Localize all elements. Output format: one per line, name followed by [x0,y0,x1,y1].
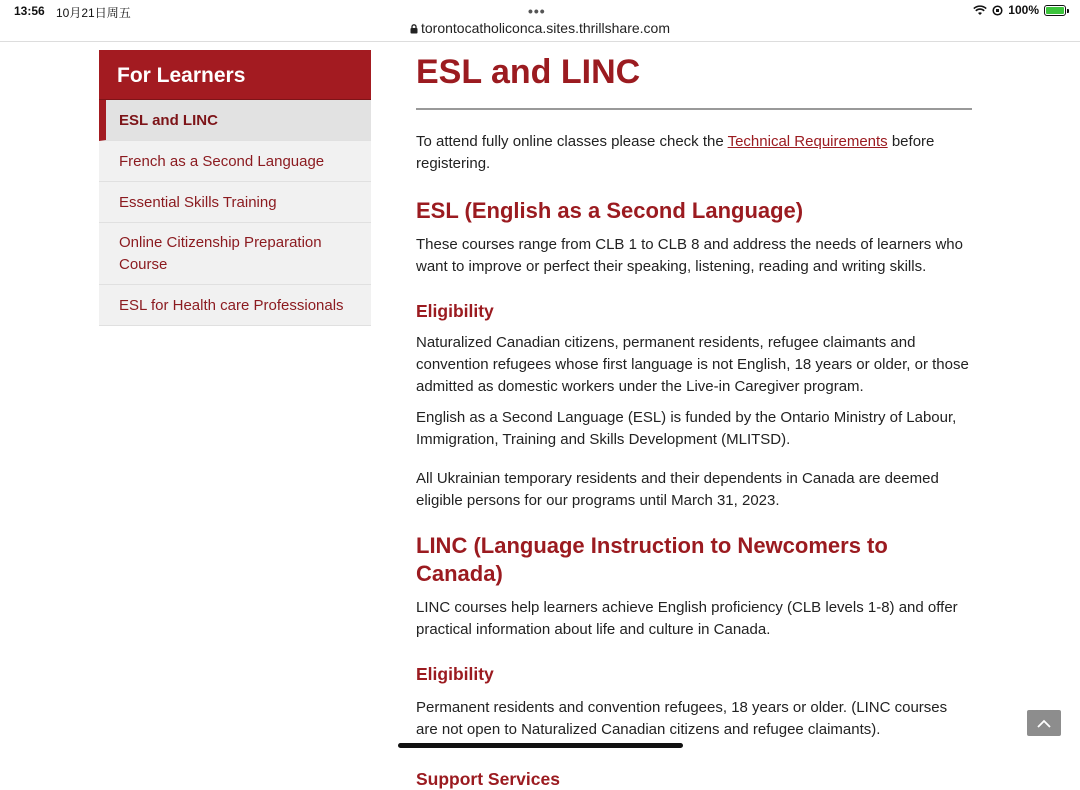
orientation-lock-icon [992,5,1003,16]
chevron-up-icon [1037,719,1051,728]
intro-suffix: before registering. [416,133,935,172]
linc-heading: LINC (Language Instruction to Newcomers to Canada) [416,533,888,586]
technical-requirements-link[interactable]: Technical Requirements [727,133,888,150]
battery-percent: 100% [1008,3,1039,17]
status-time: 13:56 [14,4,45,18]
title-divider [416,108,972,110]
sidebar-item-esl-linc[interactable]: ESL and LINC [99,100,371,141]
intro-paragraph [416,131,972,175]
linc-description: LINC courses help learners achieve English proficiency (CLB levels 1-8) and offer practical information about life and culture in Canada. [416,599,958,638]
sidebar-item-essential-skills[interactable]: Essential Skills Training [99,182,371,223]
main-content [416,50,972,790]
sidebar-nav [99,50,371,326]
url-bar[interactable] [0,18,1080,42]
eligibility-heading-esl: Eligibility [416,301,494,321]
sidebar-item-citizenship[interactable]: Online Citizenship Preparation Course [99,223,371,285]
multitasking-dots-icon[interactable]: ••• [528,3,546,19]
ukraine-paragraph: All Ukrainian temporary residents and their dependents in Canada are deemed eligible persons for our programs until March 31, 2023. [416,470,939,509]
status-right [973,3,1066,17]
support-services-heading: Support Services [416,769,560,789]
wifi-icon [973,5,987,16]
sidebar-item-esl-health[interactable]: ESL for Health care Professionals [99,285,371,326]
page-title: ESL and LINC [416,53,641,91]
eligibility-heading-linc: Eligibility [416,664,494,684]
intro-prefix: To attend fully online classes please check the [416,133,728,150]
funding-paragraph: English as a Second Language (ESL) is funded by the Ontario Ministry of Labour, Immigration, Training and Skills Development (MLITSD). [416,409,957,448]
sidebar-title: For Learners [99,50,371,100]
sidebar-item-french[interactable]: French as a Second Language [99,141,371,182]
esl-heading: ESL (English as a Second Language) [416,198,804,223]
status-date: 10月21日周五 [56,6,131,20]
eligibility-text-linc: Permanent residents and convention refugees, 18 years or older. (LINC courses are not open to Naturalized Canadian citizens and refugee claimants). [416,699,948,738]
eligibility-text-esl: Naturalized Canadian citizens, permanent residents, refugee claimants and convention refugees whose first language is not English, 18 years or older, or those admitted as domestic workers under the Live-in Caregiver program. [416,334,969,395]
lock-icon [410,24,418,34]
battery-icon [1044,5,1066,16]
url-text: torontocatholiconca.sites.thrillshare.com [420,20,670,36]
esl-description: These courses range from CLB 1 to CLB 8 and address the needs of learners who want to improve or perfect their speaking, listening, reading and writing skills. [416,236,963,275]
home-indicator[interactable] [398,743,683,748]
back-to-top-button[interactable] [1027,710,1061,736]
